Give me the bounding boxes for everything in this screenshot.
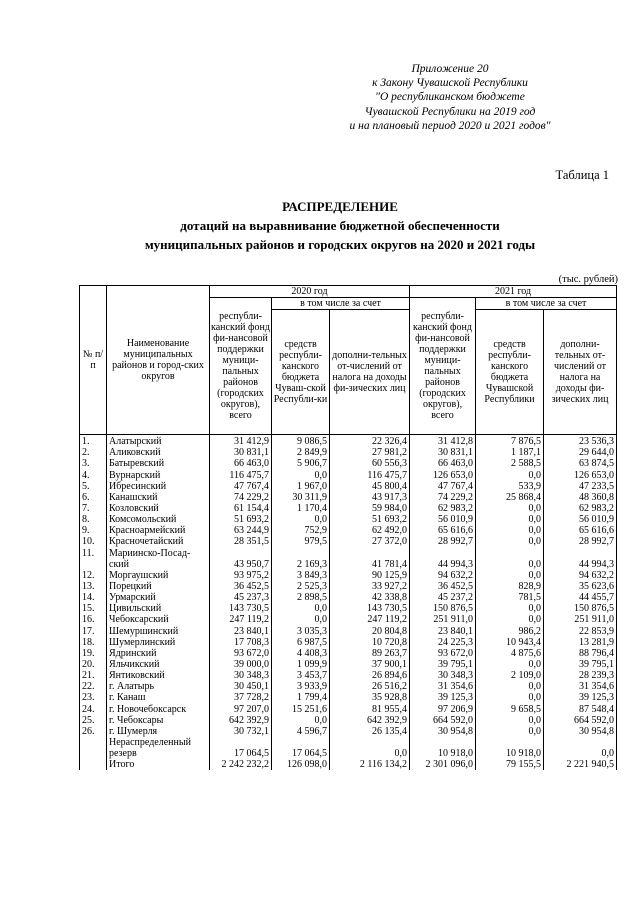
table-row: [80, 435, 617, 448]
row-value: 0,0: [544, 748, 617, 759]
subsidy-table: [79, 285, 617, 770]
row-number: 23.: [80, 692, 107, 703]
row-name: Канашский: [107, 492, 210, 503]
row-value: 2 109,0: [476, 670, 544, 681]
row-number: 26.: [80, 726, 107, 737]
row-name: Аликовский: [107, 447, 210, 458]
row-value: 26 516,2: [330, 681, 410, 692]
table-row: [80, 469, 617, 480]
row-value: 97 206,9: [410, 703, 476, 714]
row-value: 36 452,5: [410, 581, 476, 592]
appendix-line: Чувашской Республики на 2019 год: [364, 105, 536, 118]
row-value: 48 360,8: [544, 492, 617, 503]
table-row: [80, 659, 617, 670]
row-value: 45 237,3: [210, 592, 272, 603]
row-value: 45 237,2: [410, 592, 476, 603]
row-value: 28 351,5: [210, 536, 272, 547]
row-number: 5.: [80, 481, 107, 492]
table-row: [80, 503, 617, 514]
row-value: 43 950,7: [210, 559, 272, 570]
table-row: [80, 648, 617, 659]
row-number: 12.: [80, 570, 107, 581]
row-value: 65 616,6: [410, 525, 476, 536]
row-value: 2 588,5: [476, 458, 544, 469]
row-number: 9.: [80, 525, 107, 536]
row-value: 23 840,1: [410, 625, 476, 636]
row-value: 89 263,7: [330, 648, 410, 659]
table-row: [80, 514, 617, 525]
row-value: 66 463,0: [410, 458, 476, 469]
row-value: 59 984,0: [330, 503, 410, 514]
row-value: 0,0: [476, 469, 544, 480]
row-value: 2 898,5: [272, 592, 330, 603]
header-num: № п/п: [80, 286, 107, 435]
table-row: [80, 703, 617, 714]
row-value: 88 796,4: [544, 648, 617, 659]
row-value: 30 311,9: [272, 492, 330, 503]
table-row: [80, 547, 617, 558]
table-row: [80, 492, 617, 503]
row-name: г. Канаш: [107, 692, 210, 703]
row-value: 0,0: [476, 726, 544, 737]
row-value: 116 475,7: [330, 469, 410, 480]
row-value: 9 086,5: [272, 435, 330, 448]
table-number: Таблица 1: [555, 168, 609, 182]
row-value: 3 849,3: [272, 570, 330, 581]
row-name: Красночетайский: [107, 536, 210, 547]
row-value: 23 536,3: [544, 435, 617, 448]
row-value: 1 187,1: [476, 447, 544, 458]
row-number: 25.: [80, 715, 107, 726]
row-value: 63 874,5: [544, 458, 617, 469]
row-value: 66 463,0: [210, 458, 272, 469]
row-value: 27 372,0: [330, 536, 410, 547]
row-value: 30 450,1: [210, 681, 272, 692]
row-value: 2 525,3: [272, 581, 330, 592]
row-value: [272, 547, 330, 558]
header-fund-2021: республи-канский фонд фи-нансовой поддержки муници-пальных районов (городских округов), всего: [410, 298, 476, 435]
row-value: [210, 737, 272, 748]
row-value: 97 207,0: [210, 703, 272, 714]
row-value: 126 653,0: [544, 469, 617, 480]
header-rep-funds-2021: средств республи-канского бюджета Чувашской Республики: [476, 310, 544, 435]
row-number: 22.: [80, 681, 107, 692]
row-value: 30 348,3: [410, 670, 476, 681]
row-value: 39 795,1: [410, 659, 476, 670]
row-value: 87 548,4: [544, 703, 617, 714]
row-value: 30 732,1: [210, 726, 272, 737]
appendix-line: и на плановый период 2020 и 2021 годов": [349, 119, 551, 132]
row-value: 0,0: [476, 603, 544, 614]
row-value: 44 994,3: [544, 559, 617, 570]
row-value: 27 981,2: [330, 447, 410, 458]
row-value: 43 917,3: [330, 492, 410, 503]
row-number: 21.: [80, 670, 107, 681]
row-value: 143 730,5: [330, 603, 410, 614]
row-value: 47 767,4: [210, 481, 272, 492]
row-number: 3.: [80, 458, 107, 469]
row-number: 16.: [80, 614, 107, 625]
table-row: [80, 625, 617, 636]
header-including-2021: в том числе за счет: [476, 298, 617, 310]
row-value: 22 326,4: [330, 435, 410, 448]
row-value: 42 338,8: [330, 592, 410, 603]
row-value: 17 708,3: [210, 637, 272, 648]
row-number: 8.: [80, 514, 107, 525]
table-row: [80, 592, 617, 603]
row-value: 0,0: [272, 514, 330, 525]
row-value: 30 348,3: [210, 670, 272, 681]
row-name: Вурнарский: [107, 469, 210, 480]
row-value: 24 225,3: [410, 637, 476, 648]
row-number: 24.: [80, 703, 107, 714]
title-line-3: муниципальных районов и городских округов на 2020 и 2021 годы: [144, 237, 536, 252]
row-name: Яльчикский: [107, 659, 210, 670]
row-value: 986,2: [476, 625, 544, 636]
row-number: 14.: [80, 592, 107, 603]
table-row: [80, 748, 617, 759]
row-number: 1.: [80, 435, 107, 448]
table-row: [80, 614, 617, 625]
row-value: 781,5: [476, 592, 544, 603]
row-value: 44 455,7: [544, 592, 617, 603]
row-value: 39 000,0: [210, 659, 272, 670]
row-value: 2 242 232,2: [210, 759, 272, 770]
row-value: 93 672,0: [210, 648, 272, 659]
row-number: 11.: [80, 547, 107, 558]
row-value: 0,0: [476, 692, 544, 703]
header-including-2020: в том числе за счет: [272, 298, 410, 310]
row-name: г. Алатырь: [107, 681, 210, 692]
row-value: 0,0: [476, 514, 544, 525]
table-row: [80, 715, 617, 726]
row-value: 20 804,8: [330, 625, 410, 636]
row-value: 2 849,9: [272, 447, 330, 458]
row-number: 17.: [80, 625, 107, 636]
row-number: [80, 748, 107, 759]
row-value: 45 800,4: [330, 481, 410, 492]
table-row: [80, 481, 617, 492]
row-number: 18.: [80, 637, 107, 648]
row-value: 143 730,5: [210, 603, 272, 614]
row-value: 25 868,4: [476, 492, 544, 503]
row-name: Комсомольский: [107, 514, 210, 525]
row-name: Батыревский: [107, 458, 210, 469]
table-row: [80, 603, 617, 614]
table-row: [80, 525, 617, 536]
row-value: 10 943,4: [476, 637, 544, 648]
header-rep-funds-2020: средств республи-канского бюджета Чуваш-ской Республи-ки: [272, 310, 330, 435]
row-value: 6 987,5: [272, 637, 330, 648]
row-value: 251 911,0: [410, 614, 476, 625]
row-name: Порецкий: [107, 581, 210, 592]
row-value: 94 632,2: [410, 570, 476, 581]
row-name: г. Новочебоксарск: [107, 703, 210, 714]
row-value: 7 876,5: [476, 435, 544, 448]
row-name: Итого: [107, 759, 210, 770]
row-value: 752,9: [272, 525, 330, 536]
row-value: 0,0: [272, 603, 330, 614]
row-value: 39 795,1: [544, 659, 617, 670]
row-value: 30 954,8: [544, 726, 617, 737]
row-value: 0,0: [476, 614, 544, 625]
row-value: 31 412,9: [210, 435, 272, 448]
row-value: 4 875,6: [476, 648, 544, 659]
row-value: 93 975,2: [210, 570, 272, 581]
row-value: 31 354,6: [410, 681, 476, 692]
row-value: 28 239,3: [544, 670, 617, 681]
row-value: 247 119,2: [330, 614, 410, 625]
row-name: ский: [107, 559, 210, 570]
row-value: 10 918,0: [476, 748, 544, 759]
row-value: 94 632,2: [544, 570, 617, 581]
row-value: 37 728,2: [210, 692, 272, 703]
row-value: 1 170,4: [272, 503, 330, 514]
row-value: 74 229,2: [210, 492, 272, 503]
row-number: 7.: [80, 503, 107, 514]
row-value: 642 392,9: [330, 715, 410, 726]
row-number: 4.: [80, 469, 107, 480]
header-fund-2020: республи-канский фонд фи-нансовой поддержки муници-пальных районов (городских округов), всего: [210, 298, 272, 435]
table-row: [80, 637, 617, 648]
row-number: [80, 559, 107, 570]
row-value: 150 876,5: [410, 603, 476, 614]
row-value: 62 492,0: [330, 525, 410, 536]
row-name: Козловский: [107, 503, 210, 514]
row-name: Урмарский: [107, 592, 210, 603]
row-value: [330, 547, 410, 558]
table-row: [80, 681, 617, 692]
row-value: [210, 547, 272, 558]
row-value: 828,9: [476, 581, 544, 592]
row-name: Алатырский: [107, 435, 210, 448]
header-name: Наименование муниципальных районов и город-ских округов: [107, 286, 210, 435]
row-value: 35 623,6: [544, 581, 617, 592]
row-value: 65 616,6: [544, 525, 617, 536]
row-value: 56 010,9: [410, 514, 476, 525]
row-value: 0,0: [476, 559, 544, 570]
row-number: [80, 737, 107, 748]
row-value: 35 928,8: [330, 692, 410, 703]
table-row: [80, 581, 617, 592]
row-value: 0,0: [476, 570, 544, 581]
row-value: 81 955,4: [330, 703, 410, 714]
row-name: Нераспределенный: [107, 737, 210, 748]
row-value: [410, 547, 476, 558]
row-name: Янтиковский: [107, 670, 210, 681]
row-value: 4 408,3: [272, 648, 330, 659]
row-value: [410, 737, 476, 748]
row-value: 90 125,9: [330, 570, 410, 581]
row-value: 23 840,1: [210, 625, 272, 636]
row-number: 13.: [80, 581, 107, 592]
row-value: 979,5: [272, 536, 330, 547]
row-value: 2 169,3: [272, 559, 330, 570]
row-name: Чебоксарский: [107, 614, 210, 625]
row-value: [476, 737, 544, 748]
row-number: 2.: [80, 447, 107, 458]
row-value: 3 035,3: [272, 625, 330, 636]
row-value: 51 693,2: [210, 514, 272, 525]
row-value: 31 354,6: [544, 681, 617, 692]
document-title: [90, 197, 590, 254]
row-value: 60 556,3: [330, 458, 410, 469]
row-value: 47 233,5: [544, 481, 617, 492]
row-value: 41 781,4: [330, 559, 410, 570]
row-value: 33 927,2: [330, 581, 410, 592]
row-name: Моргаушский: [107, 570, 210, 581]
row-value: 0,0: [330, 748, 410, 759]
row-value: 251 911,0: [544, 614, 617, 625]
row-value: 26 894,6: [330, 670, 410, 681]
row-value: 31 412,8: [410, 435, 476, 448]
row-value: 30 831,1: [210, 447, 272, 458]
units-label: (тыс. рублей): [558, 274, 618, 285]
row-value: 63 244,9: [210, 525, 272, 536]
row-name: Шумерлинский: [107, 637, 210, 648]
row-value: 39 125,3: [544, 692, 617, 703]
appendix-note: [300, 62, 600, 133]
table-row: [80, 559, 617, 570]
row-value: [476, 547, 544, 558]
appendix-line: "О республиканском бюджете: [375, 91, 525, 104]
row-number: [80, 759, 107, 770]
row-value: 30 831,1: [410, 447, 476, 458]
row-value: 2 301 096,0: [410, 759, 476, 770]
row-value: 28 992,7: [544, 536, 617, 547]
row-value: 61 154,4: [210, 503, 272, 514]
row-name: г. Чебоксары: [107, 715, 210, 726]
row-value: 22 853,9: [544, 625, 617, 636]
row-value: 0,0: [476, 503, 544, 514]
row-value: 2 116 134,2: [330, 759, 410, 770]
row-value: 126 098,0: [272, 759, 330, 770]
row-value: 37 900,1: [330, 659, 410, 670]
table-row: [80, 759, 617, 770]
row-value: 0,0: [476, 525, 544, 536]
row-value: 47 767,4: [410, 481, 476, 492]
row-name: Цивильский: [107, 603, 210, 614]
row-value: 56 010,9: [544, 514, 617, 525]
row-value: 62 983,2: [544, 503, 617, 514]
row-value: 664 592,0: [410, 715, 476, 726]
table-body: [80, 435, 617, 771]
table-row: [80, 447, 617, 458]
row-value: 17 064,5: [272, 748, 330, 759]
row-value: 93 672,0: [410, 648, 476, 659]
row-value: 5 906,7: [272, 458, 330, 469]
row-name: Ибресинский: [107, 481, 210, 492]
row-value: 79 155,5: [476, 759, 544, 770]
row-number: 20.: [80, 659, 107, 670]
row-number: 19.: [80, 648, 107, 659]
table-row: [80, 726, 617, 737]
row-value: 1 967,0: [272, 481, 330, 492]
header-year-2021: 2021 год: [410, 286, 617, 298]
row-value: 1 099,9: [272, 659, 330, 670]
row-name: Ядринский: [107, 648, 210, 659]
row-value: 0,0: [476, 715, 544, 726]
table-row: [80, 737, 617, 748]
row-value: 30 954,8: [410, 726, 476, 737]
row-value: 1 799,4: [272, 692, 330, 703]
row-value: 13 281,9: [544, 637, 617, 648]
row-value: 0,0: [476, 659, 544, 670]
table-row: [80, 670, 617, 681]
row-value: [330, 737, 410, 748]
row-value: 150 876,5: [544, 603, 617, 614]
row-number: 10.: [80, 536, 107, 547]
table-row: [80, 570, 617, 581]
row-value: 3 933,9: [272, 681, 330, 692]
row-value: 247 119,2: [210, 614, 272, 625]
row-value: 17 064,5: [210, 748, 272, 759]
row-value: [272, 737, 330, 748]
row-value: 15 251,6: [272, 703, 330, 714]
row-value: 664 592,0: [544, 715, 617, 726]
row-value: 0,0: [476, 681, 544, 692]
title-line-1: РАСПРЕДЕЛЕНИЕ: [282, 199, 398, 214]
row-value: 533,9: [476, 481, 544, 492]
row-value: 28 992,7: [410, 536, 476, 547]
row-value: 0,0: [272, 469, 330, 480]
row-value: 39 125,3: [410, 692, 476, 703]
row-value: [544, 547, 617, 558]
row-value: 62 983,2: [410, 503, 476, 514]
appendix-line: к Закону Чувашской Республики: [372, 77, 528, 90]
table-row: [80, 458, 617, 469]
row-value: 642 392,9: [210, 715, 272, 726]
header-extra-2020: дополни-тельных от-числений от налога на доходы фи-зических лиц: [330, 310, 410, 435]
header-year-2020: 2020 год: [210, 286, 410, 298]
table-row: [80, 692, 617, 703]
row-value: 0,0: [272, 614, 330, 625]
row-value: 116 475,7: [210, 469, 272, 480]
row-value: 9 658,5: [476, 703, 544, 714]
row-value: 4 596,7: [272, 726, 330, 737]
row-value: [544, 737, 617, 748]
row-name: Красноармейский: [107, 525, 210, 536]
row-value: 51 693,2: [330, 514, 410, 525]
row-value: 74 229,2: [410, 492, 476, 503]
header-extra-2021: дополни-тельных от-числений от налога на доходы фи-зических лиц: [544, 310, 617, 435]
row-value: 26 135,4: [330, 726, 410, 737]
row-name: Шемуршинский: [107, 625, 210, 636]
row-name: г. Шумерля: [107, 726, 210, 737]
row-name: резерв: [107, 748, 210, 759]
table-row: [80, 536, 617, 547]
row-value: 0,0: [272, 715, 330, 726]
title-line-2: дотаций на выравнивание бюджетной обеспеченности: [180, 218, 500, 233]
row-number: 15.: [80, 603, 107, 614]
row-value: 36 452,5: [210, 581, 272, 592]
row-value: 29 644,0: [544, 447, 617, 458]
row-name: Мариинско-Посад-: [107, 547, 210, 558]
row-value: 10 720,8: [330, 637, 410, 648]
row-value: 10 918,0: [410, 748, 476, 759]
row-number: 6.: [80, 492, 107, 503]
row-value: 126 653,0: [410, 469, 476, 480]
row-value: 0,0: [476, 536, 544, 547]
row-value: 44 994,3: [410, 559, 476, 570]
row-value: 2 221 940,5: [544, 759, 617, 770]
row-value: 3 453,7: [272, 670, 330, 681]
appendix-line: Приложение 20: [411, 63, 489, 75]
